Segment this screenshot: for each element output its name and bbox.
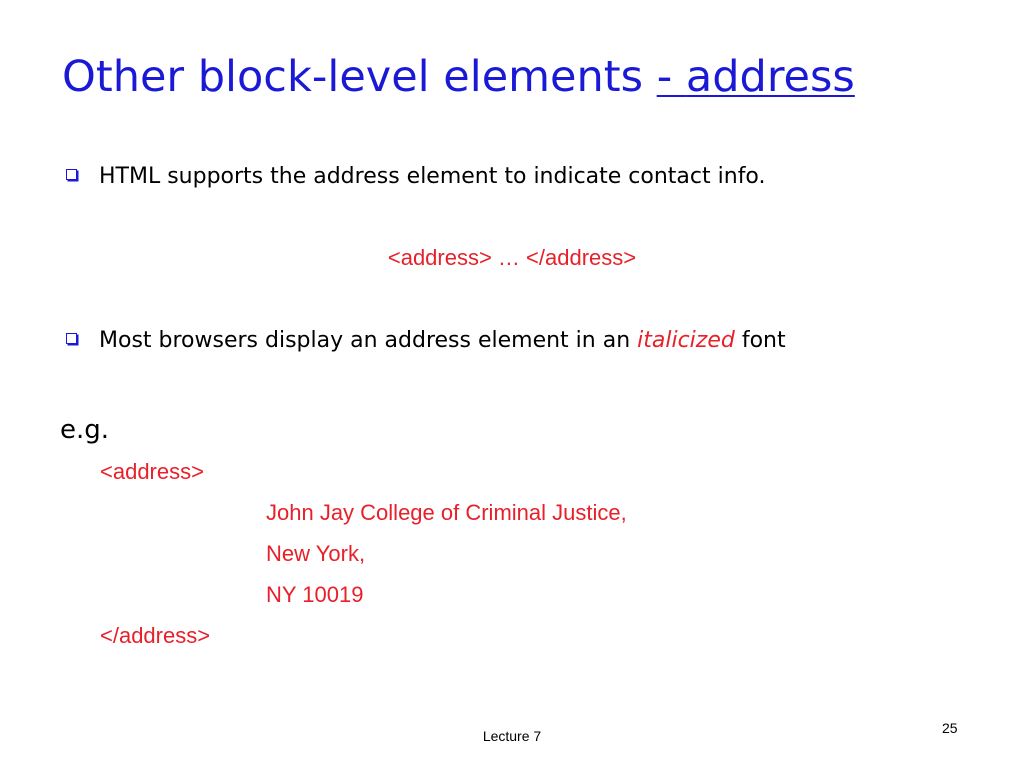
slide-footer: Lecture 7 <box>482 728 542 744</box>
example-address-line-1: John Jay College of Criminal Justice, <box>266 500 627 525</box>
example-open-tag: <address> <box>100 459 204 484</box>
address-syntax: <address> … </address> <box>387 245 637 270</box>
bullet-2-text-before: Most browsers display an address element in an <box>99 328 638 353</box>
bullet-item-1 <box>66 162 766 192</box>
bullet-2-text-after: font <box>734 328 786 353</box>
bullet-1-text: HTML supports the address element to indicate contact info. <box>99 164 766 189</box>
slide-title-keyword: address <box>685 52 855 102</box>
example-label: e.g. <box>60 415 110 445</box>
example-close-tag: </address> <box>100 623 211 648</box>
bullet-item-2 <box>66 326 786 356</box>
slide-title-separator: - <box>656 52 686 102</box>
square-bullet-icon <box>66 169 77 180</box>
slide-title <box>62 50 855 104</box>
example-address-line-3: NY 10019 <box>266 582 364 607</box>
example-address-line-2: New York, <box>266 541 366 566</box>
page-number: 25 <box>942 720 958 736</box>
square-bullet-icon <box>66 333 77 344</box>
bullet-2-emphasis: italicized <box>637 328 735 353</box>
slide-title-main: Other block-level elements <box>62 52 657 102</box>
